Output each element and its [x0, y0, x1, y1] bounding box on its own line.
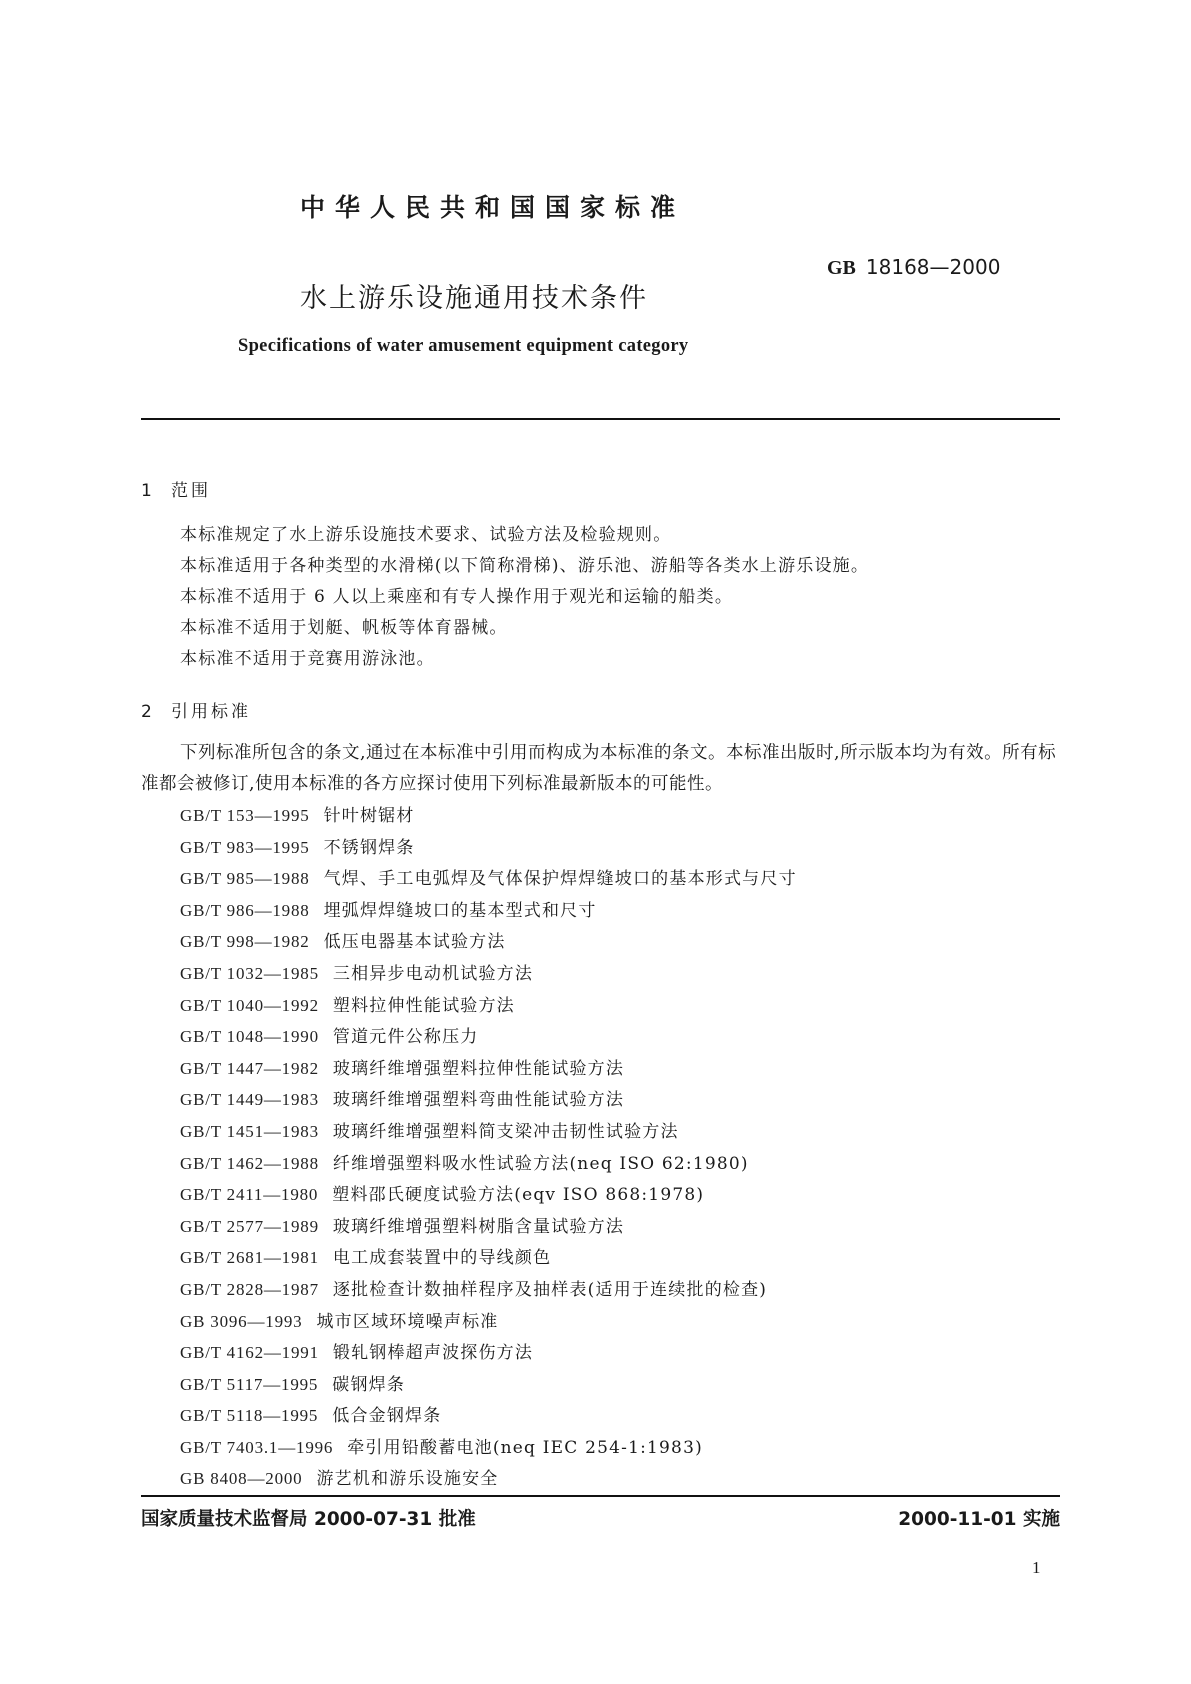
reference-title: 逐批检查计数抽样程序及抽样表(适用于连续批的检查): [332, 1279, 768, 1300]
section-1-paragraph: 本标准不适用于竞赛用游泳池。: [180, 649, 435, 669]
section-1-paragraph: 本标准规定了水上游乐设施技术要求、试验方法及检验规则。: [180, 525, 672, 545]
reference-code: GB/T 2681—1981: [180, 1248, 319, 1268]
reference-item: [180, 1116, 797, 1148]
standard-code: [827, 255, 1000, 280]
reference-item: [180, 990, 797, 1022]
reference-item: [180, 1337, 797, 1369]
reference-item: [180, 1369, 797, 1401]
reference-title: 气焊、手工电弧焊及气体保护焊焊缝坡口的基本形式与尺寸: [323, 869, 797, 890]
reference-title: 针叶树锯材: [323, 806, 415, 826]
reference-title: 锻轧钢棒超声波探伤方法: [332, 1343, 534, 1364]
reference-code: GB/T 5117—1995: [180, 1374, 319, 1394]
reference-title: 玻璃纤维增强塑料拉伸性能试验方法: [332, 1058, 625, 1079]
reference-title: 电工成套装置中的导线颜色: [332, 1248, 552, 1269]
section-1-paragraph: 本标准适用于各种类型的水滑梯(以下简称滑梯)、游乐池、游船等各类水上游乐设施。: [180, 556, 870, 576]
reference-title: 不锈钢焊条: [323, 837, 415, 858]
reference-code: GB 3096—1993: [180, 1311, 303, 1331]
section-2-number: 2: [141, 702, 152, 722]
reference-item: [180, 1021, 797, 1053]
reference-item: [180, 1274, 797, 1306]
reference-title: 碳钢焊条: [332, 1374, 406, 1395]
reference-title: 管道元件公称压力: [332, 1027, 479, 1048]
reference-code: GB/T 1451—1983: [180, 1121, 319, 1141]
reference-code: GB/T 1447—1982: [180, 1058, 319, 1078]
reference-item: [180, 958, 797, 990]
reference-item: [180, 832, 797, 864]
reference-item: [180, 863, 797, 895]
approval-line: 国家质量技术监督局 2000-07-31 批准: [141, 1509, 476, 1530]
reference-code: GB 8408—2000: [180, 1469, 303, 1489]
reference-title: 牵引用铅酸蓄电池(neq IEC 254-1:1983): [347, 1437, 703, 1458]
document-title-en: Specifications of water amusement equipment category: [238, 336, 689, 356]
reference-code: GB/T 2577—1989: [180, 1216, 319, 1236]
reference-code: GB/T 986—1988: [180, 900, 310, 920]
reference-code: GB/T 1449—1983: [180, 1090, 319, 1110]
reference-item: [180, 1432, 797, 1464]
reference-code: GB/T 2828—1987: [180, 1279, 319, 1299]
document-title-zh: 水上游乐设施通用技术条件: [300, 283, 648, 314]
reference-code: GB/T 7403.1—1996: [180, 1437, 334, 1457]
reference-title: 城市区域环境噪声标准: [316, 1311, 499, 1332]
reference-code: GB/T 1032—1985: [180, 963, 319, 983]
reference-title: 埋弧焊焊缝坡口的基本型式和尺寸: [323, 900, 597, 921]
reference-title: 低合金钢焊条: [332, 1406, 442, 1427]
implementation-date: 2000-11-01 实施: [898, 1509, 1060, 1530]
reference-item: [180, 1463, 797, 1495]
reference-item: [180, 1400, 797, 1432]
standard-code-prefix: GB: [827, 257, 856, 279]
reference-item: [180, 1084, 797, 1116]
reference-title: 玻璃纤维增强塑料树脂含量试验方法: [332, 1216, 625, 1237]
reference-code: GB/T 1048—1990: [180, 1027, 319, 1047]
reference-item: [180, 1211, 797, 1243]
section-2-intro: 下列标准所包含的条文,通过在本标准中引用而构成为本标准的条文。本标准出版时,所示版本均为有效。所有标准都会被修订,使用本标准的各方应探讨使用下列标准最新版本的可能性。: [141, 743, 1057, 794]
reference-item: [180, 1179, 797, 1211]
reference-item: [180, 926, 797, 958]
section-2-heading: [141, 697, 251, 722]
reference-code: GB/T 153—1995: [180, 806, 310, 825]
reference-item: [180, 1148, 797, 1180]
section-1-number: 1: [141, 481, 152, 501]
footer-divider: [141, 1495, 1060, 1497]
reference-code: GB/T 2411—1980: [180, 1185, 319, 1205]
reference-code: GB/T 1040—1992: [180, 995, 319, 1015]
reference-title: 低压电器基本试验方法: [323, 932, 506, 953]
section-1-title: 范围: [171, 481, 211, 501]
reference-title: 玻璃纤维增强塑料弯曲性能试验方法: [332, 1090, 625, 1111]
header-divider: [141, 418, 1060, 420]
reference-title: 三相异步电动机试验方法: [332, 963, 534, 984]
reference-code: GB/T 1462—1988: [180, 1153, 319, 1173]
section-1-paragraph: 本标准不适用于划艇、帆板等体育器械。: [180, 618, 508, 638]
reference-item: [180, 1242, 797, 1274]
section-2-title: 引用标准: [171, 702, 251, 722]
section-1-paragraph: 本标准不适用于 6 人以上乘座和有专人操作用于观光和运输的船类。: [180, 587, 734, 607]
reference-title: 纤维增强塑料吸水性试验方法(neq ISO 62:1980): [332, 1153, 749, 1174]
reference-code: GB/T 4162—1991: [180, 1343, 319, 1363]
reference-code: GB/T 998—1982: [180, 932, 310, 952]
reference-code: GB/T 983—1995: [180, 837, 310, 857]
reference-item: [180, 1053, 797, 1085]
reference-code: GB/T 985—1988: [180, 869, 310, 889]
standard-code-number: 18168—2000: [865, 255, 1001, 279]
reference-title: 塑料邵氏硬度试验方法(eqv ISO 868:1978): [332, 1185, 705, 1206]
reference-title: 塑料拉伸性能试验方法: [332, 995, 515, 1016]
reference-item: [180, 800, 797, 832]
reference-code: GB/T 5118—1995: [180, 1406, 319, 1426]
section-1-heading: [141, 476, 211, 501]
reference-item: [180, 1306, 797, 1338]
national-standard-heading: 中华人民共和国国家标准: [300, 193, 686, 222]
reference-title: 游艺机和游乐设施安全: [316, 1469, 499, 1490]
reference-title: 玻璃纤维增强塑料简支梁冲击韧性试验方法: [332, 1121, 679, 1142]
page-number: 1: [1032, 1558, 1041, 1577]
reference-list: [180, 800, 797, 1495]
reference-item: [180, 895, 797, 927]
